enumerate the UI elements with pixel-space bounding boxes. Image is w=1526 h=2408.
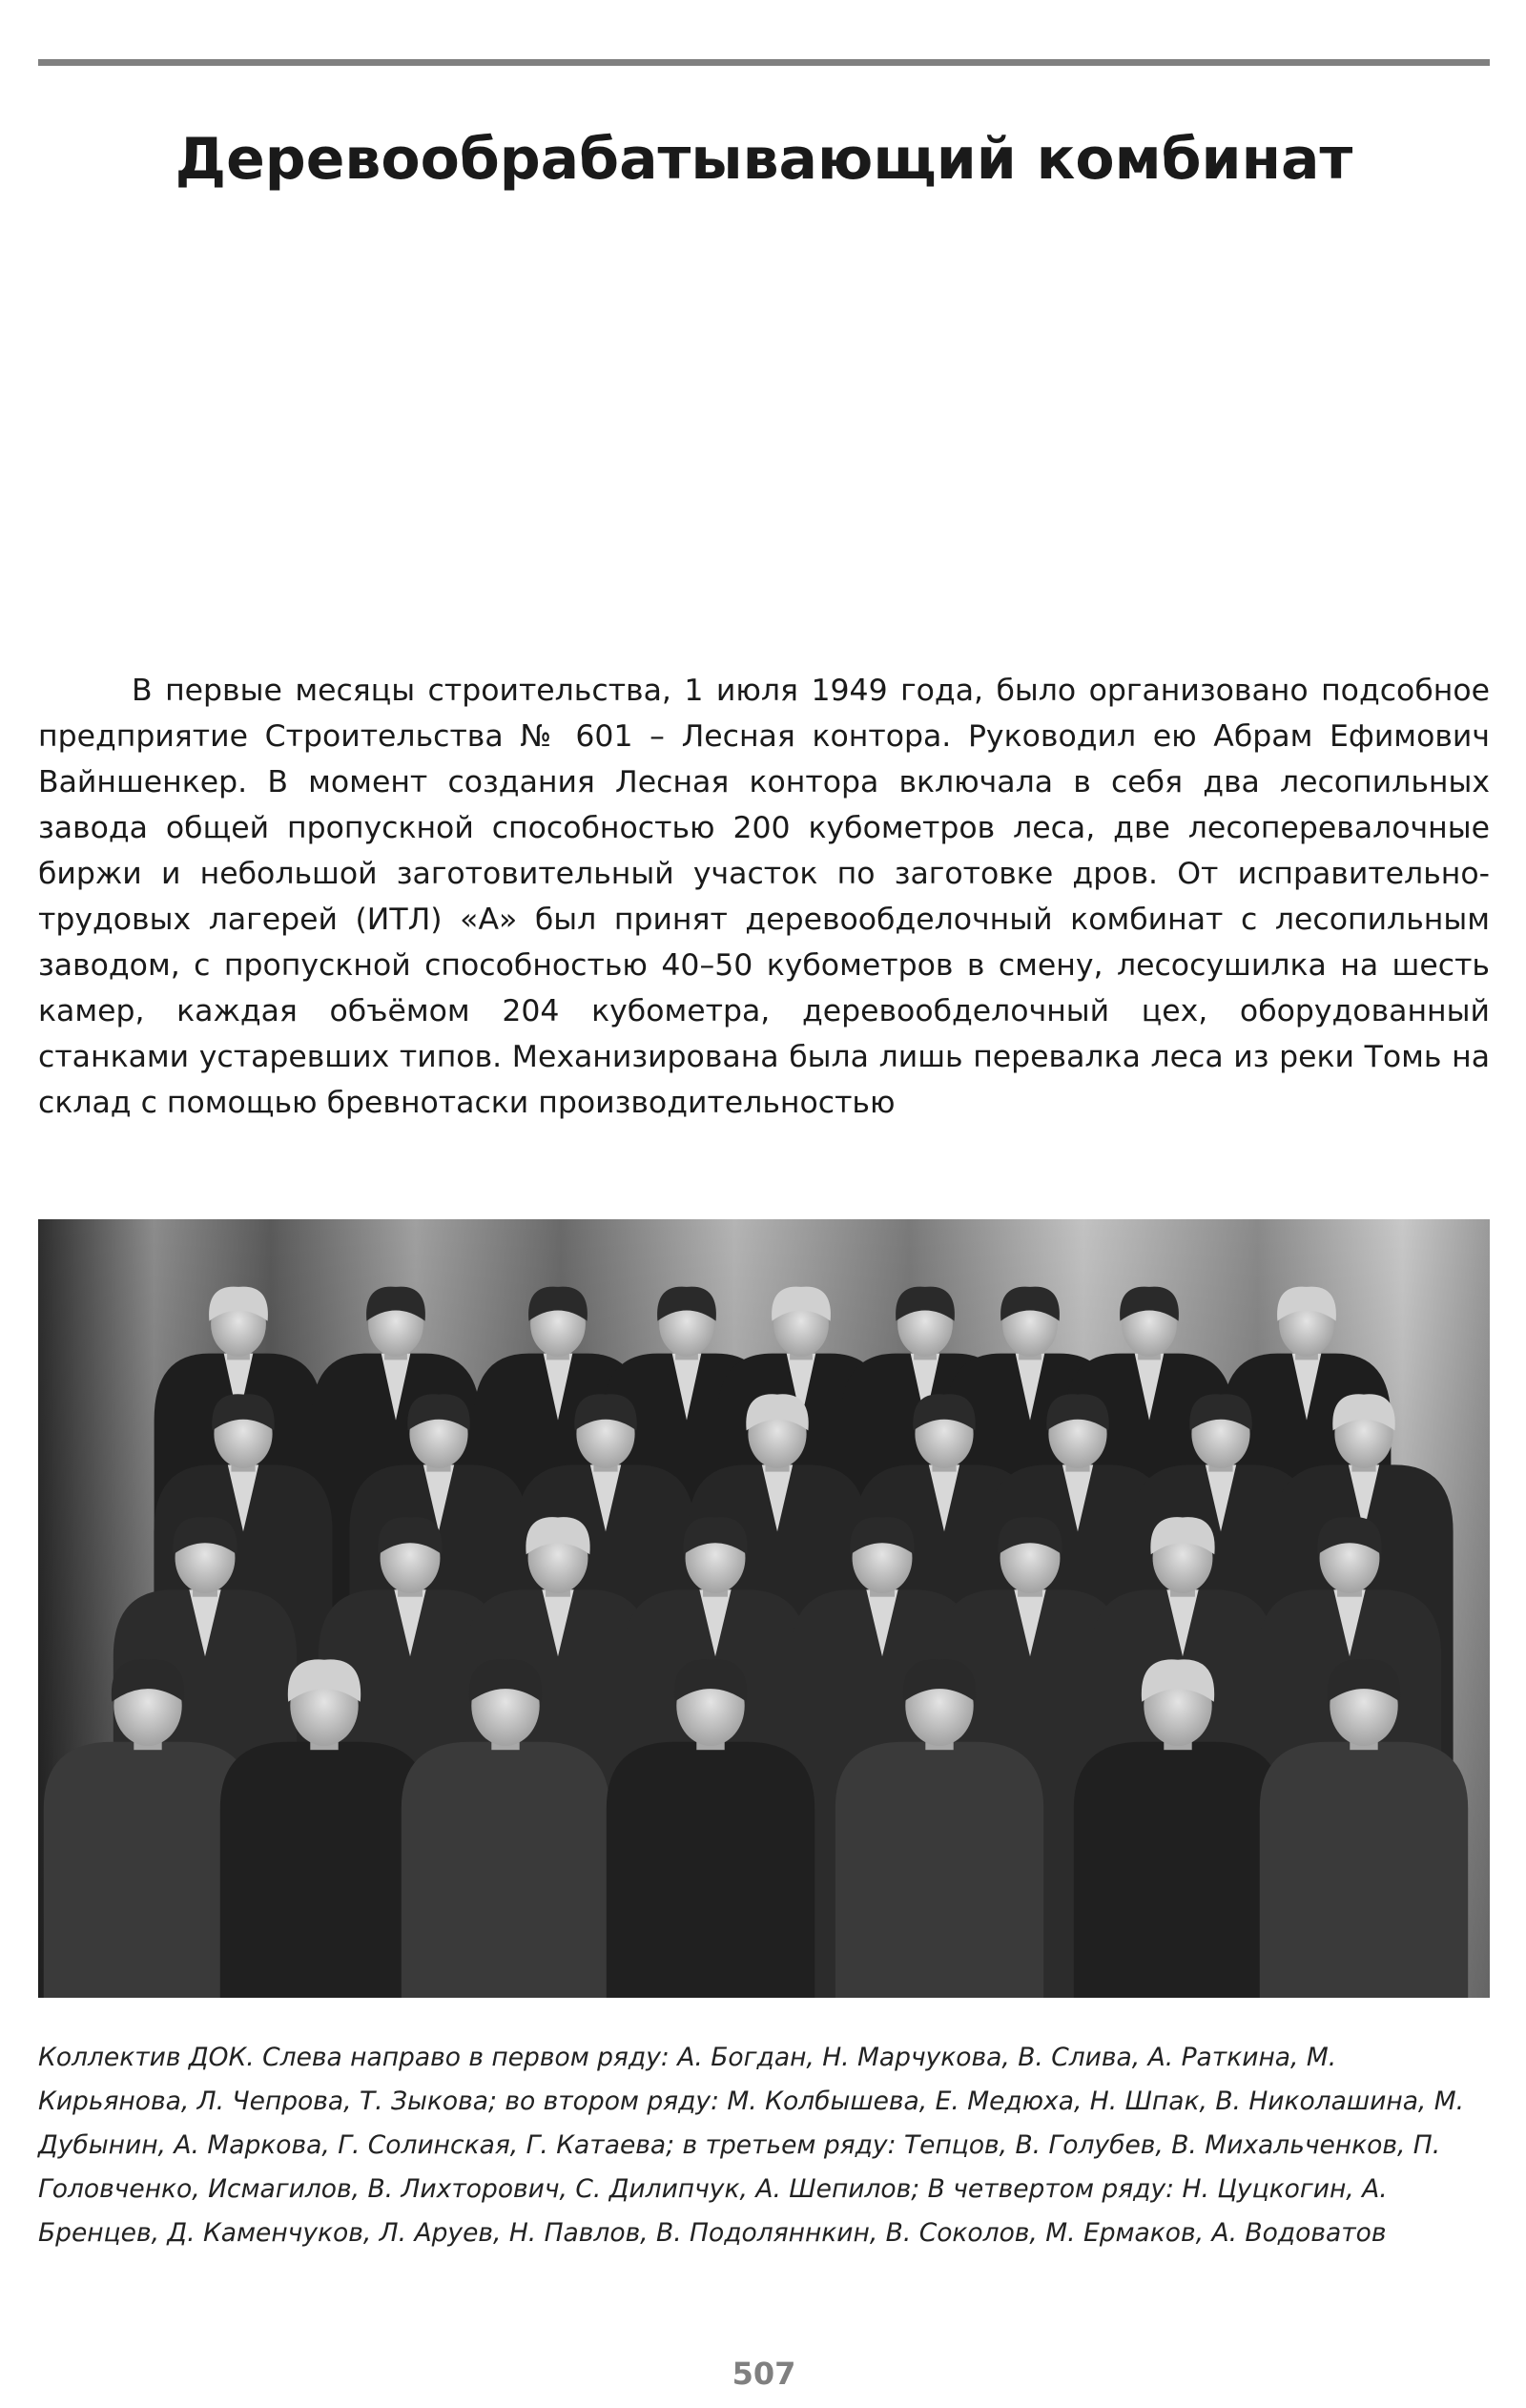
photo-person-body	[835, 1742, 1043, 1998]
photo-person-body	[402, 1742, 609, 1998]
photo-person-body	[1074, 1742, 1282, 1998]
page-number: 507	[732, 2356, 796, 2392]
photo-person-body	[220, 1742, 428, 1998]
photo-caption: Коллектив ДОК. Слева направо в первом ряду: А. Богдан, Н. Марчукова, В. Слива, А. Раткина, М. Кирьянова, Л. Чепрова, Т. Зыкова; во втором ряду: М. Колбышева, Е. Медюха, Н. Шпак, В. Николашина, М. Дубынин, А. Маркова, Г. Солинская, Г. Катаева; в третьем ряду: Тепцов, В. Голубев, В. Михальченков, П. Головченко, Исмагилов, В. Лихторович, С. Дилипчук, А. Шепилов; В четвертом ряду: Н. Цуцкогин, А. Бренцев, Д. Каменчуков, Л. Аруев, Н. Павлов, В. Подоляннкин, В. Соколов, М. Ермаков, А. Водоватов	[38, 2043, 1465, 2248]
page-title: Деревообрабатывающий комбинат	[175, 126, 1353, 193]
photo-person-body	[607, 1742, 815, 1998]
top-rule	[38, 59, 1490, 66]
body-paragraph: В первые месяцы строительства, 1 июля 1949 года, было организовано подсобное предприятие Строительства № 601 – Лесная контора. Руководил ею Абрам Ефимович Вайншенкер. В момент создания Лесная контора включала в себя два лесопильных завода общей пропускной способностью 200 кубометров леса, две лесоперевалочные биржи и небольшой заготовительный участок по заготовке дров. От исправительно-трудовых лагерей (ИТЛ) «А» был принят деревообделочный комбинат с лесопильным заводом, с пропускной способностью 40–50 кубометров в смену, лесосушилка на шесть камер, каждая объёмом 204 кубометра, деревообделочный цех, оборудованный станками устаревших типов. Механизирована была лишь перевалка леса из реки Томь на склад с помощью бревнотаски производительностью	[38, 674, 1490, 1120]
photo-person-body	[1260, 1742, 1468, 1998]
group-photo	[38, 1219, 1490, 1998]
